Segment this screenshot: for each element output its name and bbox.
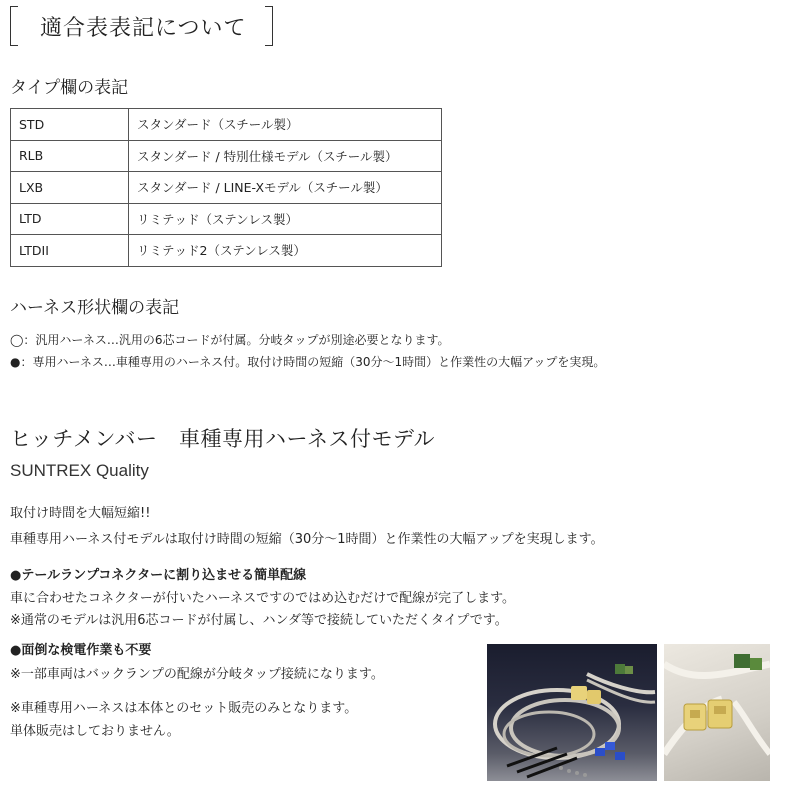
section-title bbox=[10, 6, 273, 46]
type-code: RLB bbox=[11, 140, 129, 172]
table-row bbox=[11, 235, 442, 267]
feature-line: ※通常のモデルは汎用6芯コードが付属し、ハンダ等で接続していただくタイプです。 bbox=[10, 613, 508, 628]
type-section-heading: タイプ欄の表記 bbox=[10, 78, 129, 98]
type-description: スタンダード / 特別仕様モデル（スチール製） bbox=[129, 140, 442, 172]
page-title: 適合表表記について bbox=[40, 15, 247, 41]
intro-line: 車種専用ハーネス付モデルは取付け時間の短縮（30分～1時間）と作業性の大幅アップを実現します。 bbox=[10, 532, 604, 547]
type-code: LXB bbox=[11, 172, 129, 204]
connector-closeup-photo bbox=[664, 644, 770, 781]
type-description: スタンダード / LINE-Xモデル（スチール製） bbox=[129, 172, 442, 204]
type-code: LTDII bbox=[11, 235, 129, 267]
brand-subheading: SUNTREX Quality bbox=[10, 461, 149, 480]
harness-section-heading: ハーネス形状欄の表記 bbox=[10, 298, 180, 318]
feature-line: 車に合わせたコネクターが付いたハーネスですのではめ込むだけで配線が完了します。 bbox=[10, 591, 516, 606]
harness-note-generic: ◯：汎用ハーネス…汎用の6芯コードが付属。分岐タップが別途必要となります。 bbox=[10, 333, 450, 347]
feature-title: ●テールランプコネクターに割り込ませる簡単配線 bbox=[10, 568, 307, 583]
feature-title: ●面倒な検電作業も不要 bbox=[10, 643, 152, 658]
harness-note-dedicated: ●：専用ハーネス…車種専用のハーネス付。取付け時間の短縮（30分～1時間）と作業性の大幅アップを実現。 bbox=[10, 355, 606, 369]
type-description: リミテッド2（ステンレス製） bbox=[129, 235, 442, 267]
footnote-line: ※車種専用ハーネスは本体とのセット販売のみとなります。 bbox=[10, 701, 358, 716]
type-code: STD bbox=[11, 109, 129, 141]
table-row bbox=[11, 109, 442, 141]
feature-line: ※一部車両はバックランプの配線が分岐タップ接続になります。 bbox=[10, 667, 384, 682]
table-row bbox=[11, 203, 442, 235]
type-code: LTD bbox=[11, 203, 129, 235]
intro-line: 取付け時間を大幅短縮!! bbox=[10, 506, 151, 521]
title-bracket-left bbox=[10, 6, 18, 46]
type-table bbox=[10, 108, 442, 267]
table-row bbox=[11, 172, 442, 204]
type-description: スタンダード（スチール製） bbox=[129, 109, 442, 141]
model-heading: ヒッチメンバー 車種専用ハーネス付モデル bbox=[10, 427, 435, 451]
harness-kit-photo bbox=[487, 644, 657, 781]
type-description: リミテッド（ステンレス製） bbox=[129, 203, 442, 235]
table-row bbox=[11, 140, 442, 172]
title-bracket-right bbox=[265, 6, 273, 46]
footnote-line: 単体販売はしておりません。 bbox=[10, 724, 180, 739]
